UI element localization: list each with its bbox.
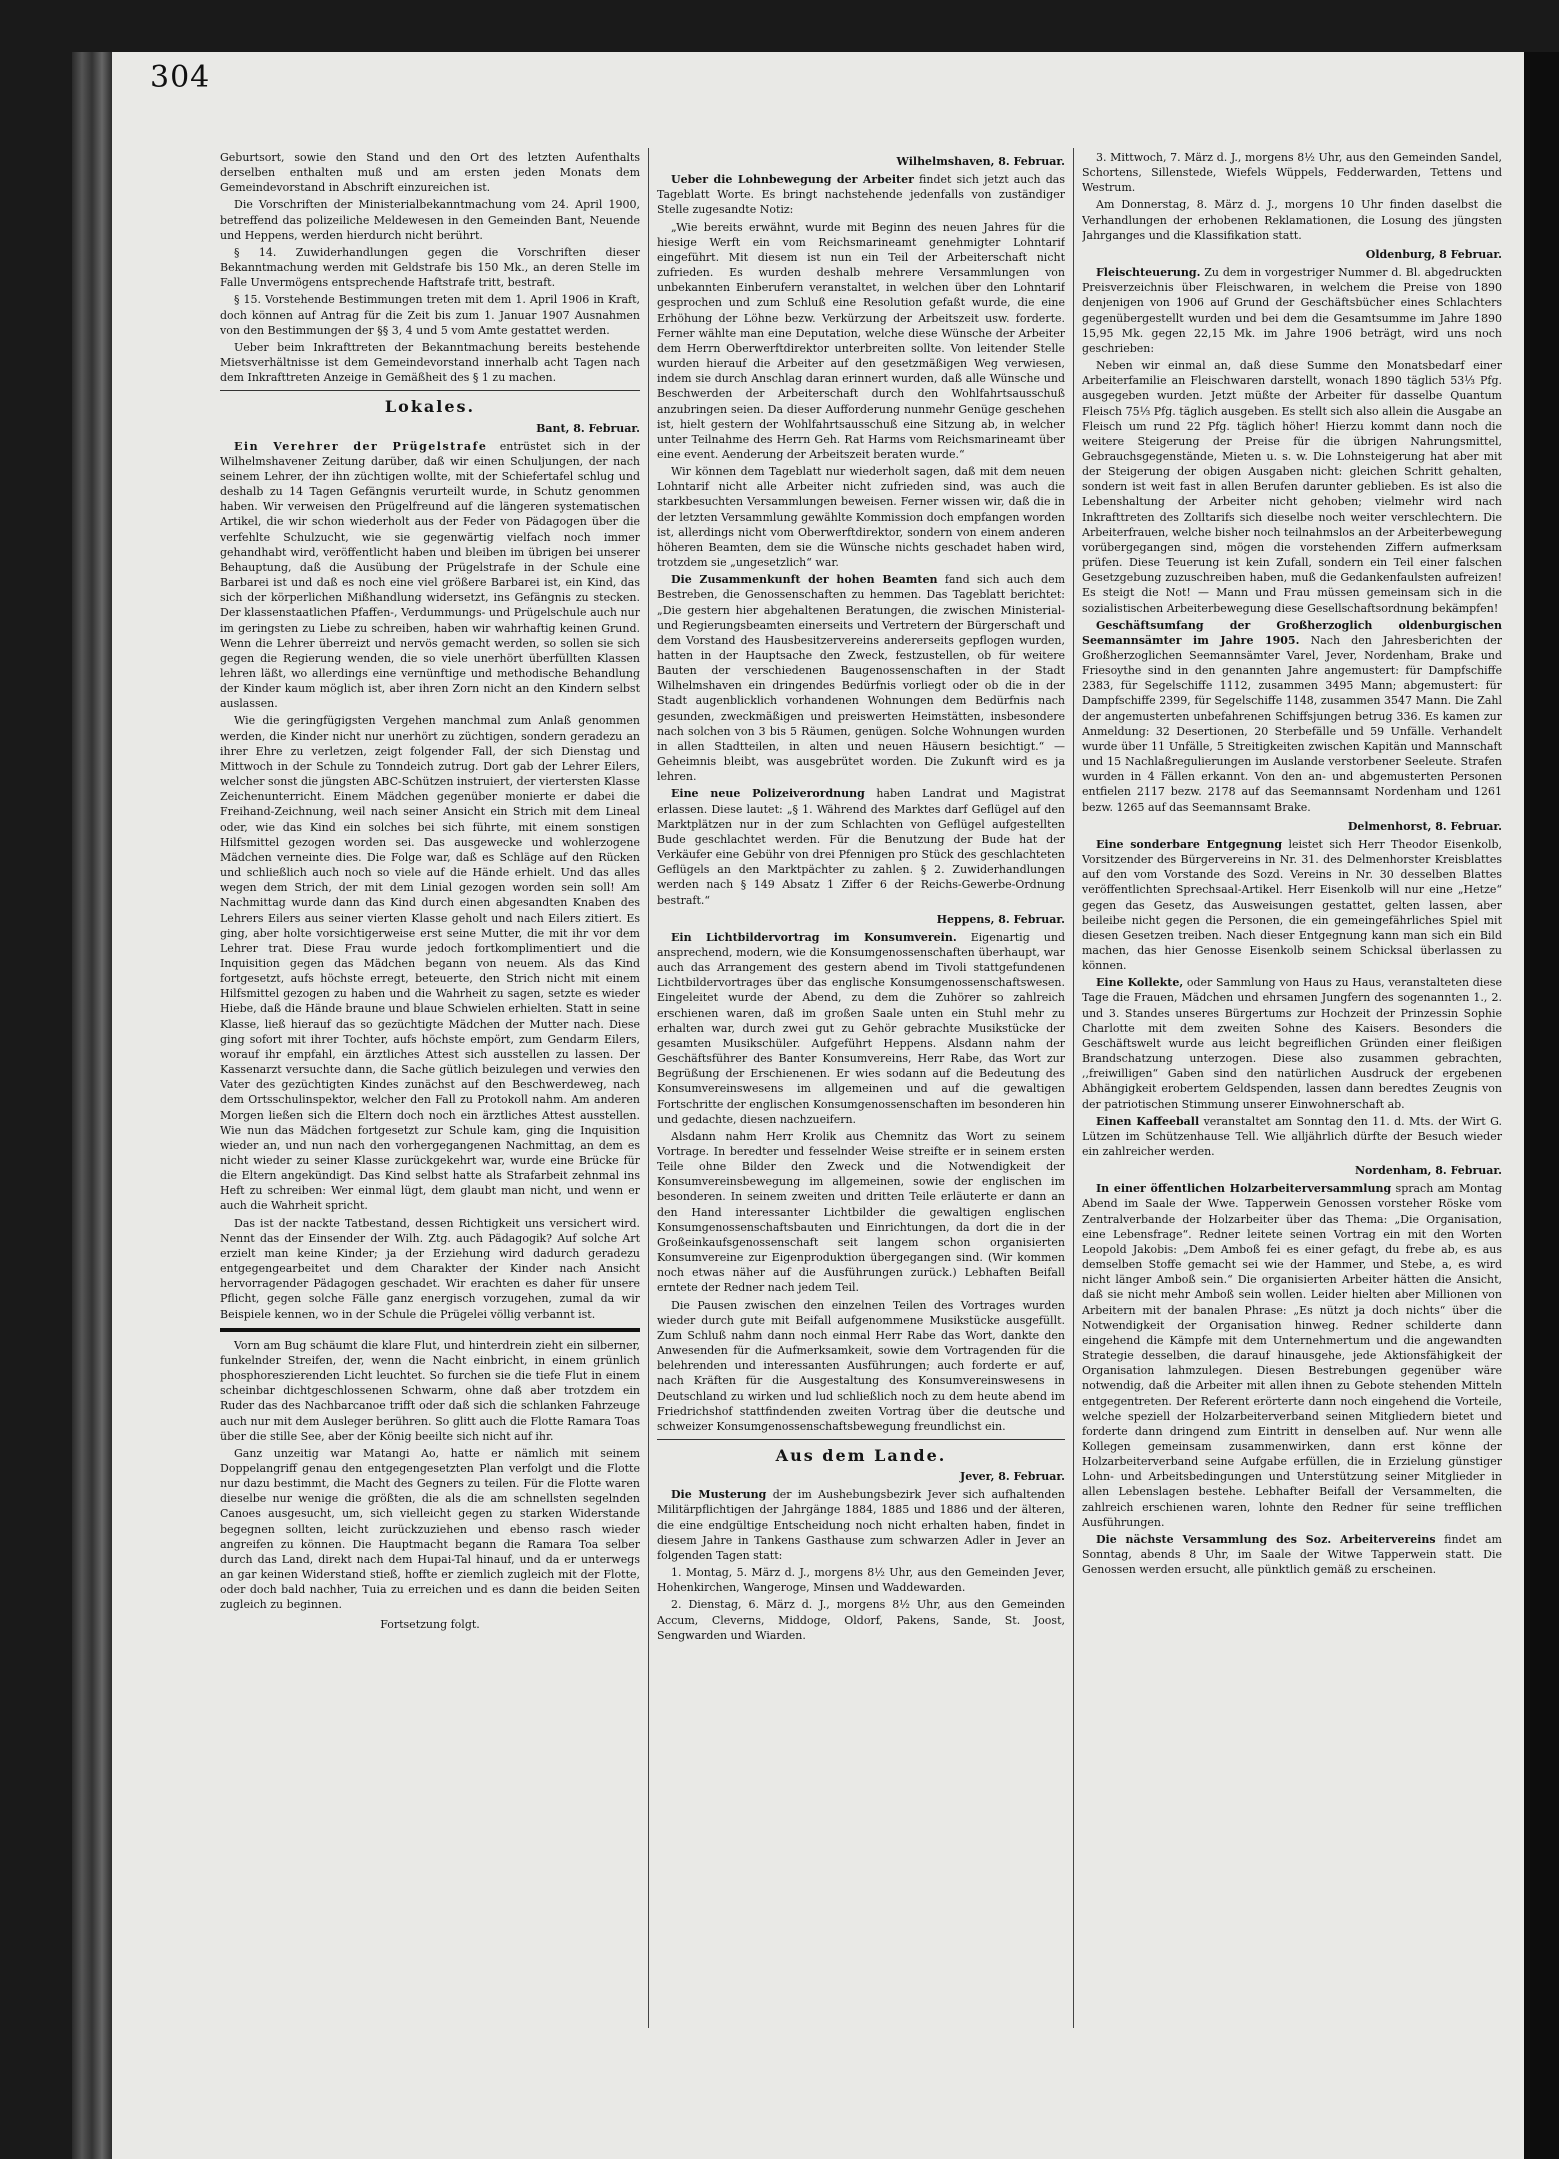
- paragraph: 3. Mittwoch, 7. März d. J., morgens 8½ Uhr, aus den Gemeinden Sandel, Schortens, Sillenstede, Wiefels Wüppels, Fedderwarden, Tettens und Westrum.: [1082, 151, 1502, 195]
- dateline: Nordenham, 8. Februar.: [1354, 1164, 1502, 1178]
- paragraph: Neben wir einmal an, daß diese Summe den Monatsbedarf einer Arbeiterfamilie an Fleischwaren darstellt, wonach 1890 täglich 53⅓ Pfg. ausgegeben wurden. Jetzt müßte der Arbeiter für dasselbe Quantum Fleisch 75⅓ Pfg. täglich ausgeben. Es stellt sich also allein die Ausgabe an Fleisch um rund 22 Pfg. täglich höher! Hierzu kommt dann noch die weitere Steigerung der Preise für die übrigen Nahrungsmittel, Gebrauchsgegenstände, Mieten u. s. w. Die Lohnsteigerung hat aber mit der Steigerung der obigen Ausgaben nicht: gleichen Schritt gehalten, sondern ist weit fast in allen Berufen darunter geblieben. Es ist also die Lebenshaltung der Arbeiter nicht gehoben; vielmehr wird nach Inkrafttreten des Zolltarifs sich dieselbe noch weiter verschlechtern. Die Arbeiterfrauen, welche bisher noch teilnahmslos an der Arbeiterbewegung vorübergegangen sind, mögen die vorstehenden Ziffern aufmerksam prüfen. Diese Teuerung ist kein Zufall, sondern ein Teil einer falschen Gesetzgebung zuzuschreiben haben, muß die Gedankenfaulsten aufreizen! Es steigt die Not! — Mann und Frau müssen gemeinsam sich in die sozialistischen Arbeiterbewegung diese Gesellschaftsordnung bekämpfen!: [1082, 359, 1502, 615]
- article-text: fand sich auch dem Bestreben, die Genossenschaften zu hemmen. Das Tageblatt berichtet: „Die gestern hier abgehaltenen Beratungen, die zwischen Ministerial- und Regierungsbeamten einerseits und Vertretern der Bürgerschaft und dem Vorstand des Hausbesitzervereins andererseits gepflogen wurden, hatten in der Hauptsache den Zweck, festzustellen, ob für weitere Bauten der verschiedenen Baugenossenschaften in der Stadt Wilhelmshaven ein dringendes Bedürfnis vorliegt oder ob die in der Stadt augenblicklich vorhandenen Wohnungen dem Bedürfnis nach gesunden, zweckmäßigen und preiswerten Heimstätten, insbesondere nach solchen von 3 bis 5 Räumen, genügen. Solche Wohnungen wurden in allen Stadtteilen, in alten und neuen Häusern besichtigt.“ — Geheimnis bleibt, was ausgebrütet worden. Die Zukunft wird es ja lehren.: [657, 573, 1065, 784]
- divider: [220, 390, 640, 391]
- article-headline: Die nächste Versammlung des Soz. Arbeitervereins: [1096, 1532, 1436, 1546]
- paragraph: „Wie bereits erwähnt, wurde mit Beginn des neuen Jahres für die hiesige Werft ein vom Reichsmarineamt genehmigter Lohntarif eingeführt. Mit diesem ist nun ein Teil der Arbeiterschaft nicht zufrieden. Es wurden deshalb mehrere Versammlungen von unbekannten Einberufern veranstaltet, in welchen über den Lohntarif gesprochen und zum Schluß eine Resolution gefaßt wurde, die eine Erhöhung der Löhne bezw. Verkürzung der Arbeitszeit usw. forderte. Ferner wählte man eine Deputation, welche diese Wünsche der Arbeiter dem Herrn Oberwerftdirektor unterbreiten sollte. Von leitender Stelle wurden hierauf die Arbeiter auf den gesetzmäßigen Weg verwiesen, indem sie durch Anschlag daran erinnert wurden, daß alle Wünsche und Beschwerden der Arbeiterschaft durch den Wohlfahrtsausschuß anzubringen seien. Da dieser Aufforderung nunmehr Genüge geschehen ist, hielt gestern der Wohlfahrtsausschuß eine Sitzung ab, in welcher unter Teilnahme des Herrn Geh. Rat Harms vom Reichsmarineamt über eine event. Aenderung der Arbeitszeit beraten wurde.“: [657, 220, 1065, 461]
- column-3: [1082, 150, 1502, 2040]
- article-text: findet sich jetzt auch das Tageblatt Worte. Es bringt nachstehende jedenfalls von zuständiger Stelle zugesandte Notiz:: [657, 173, 1065, 217]
- article-text: Zu dem in vorgestriger Nummer d. Bl. abgedruckten Preisverzeichnis über Fleischwaren, in welchem die Preise von 1890 denjenigen von 1906 auf Grund der Geschäftsbücher eines Schlachters gegenübergestellt wurden und bei dem die Gesamtsumme im Jahre 1890 15,95 Mk. gegen 22,15 Mk. im Jahre 1906 beträgt, wird uns noch geschrieben:: [1082, 266, 1502, 355]
- article-text: oder Sammlung von Haus zu Haus, veranstalteten diese Tage die Frauen, Mädchen und ehrsamen Jungfern des sogenannten 1., 2. und 3. Standes unseres Bürgertums zur Hochzeit der Prinzessin Sophie Charlotte mit dem zweiten Sohne des Kaisers. Besonders die Geschäftswelt wurde aus leicht begreiflichen Gründen einer fleißigen Brandschatzung unterzogen. Diese also zusammen gebrachten, ,,freiwilligen“ Gaben sind den natürlichen Ausdruck der ergebenen Abhängigkeit erobertem Geldspenden, lassen dann beredtes Zeugnis von der patriotischen Stimmung unserer Einwohnerschaft ab.: [1082, 976, 1502, 1111]
- column-1: [220, 150, 640, 1990]
- paragraph: 1. Montag, 5. März d. J., morgens 8½ Uhr, aus den Gemeinden Jever, Hohenkirchen, Wangeroge, Minsen und Waddewarden.: [657, 1566, 1065, 1595]
- dateline: Bant, 8. Februar.: [536, 421, 640, 435]
- dateline: Delmenhorst, 8. Februar.: [1347, 819, 1502, 833]
- article-text: Eigenartig und ansprechend, modern, wie die Konsumgenossenschaften überhaupt, war auch das Arrangement des gestern abend im Tivoli stattgefundenen Lichtbildervortrages über das englische Konsumgenossenschaftswesen. Eingeleitet wurde der Abend, zu dem die Zuhörer so zahlreich erschienen waren, daß im großen Saale unten ein Stuhl mehr zu erhalten war, durch zwei gut zu Gehör gebrachte Musikstücke der gesamten Musikschüler. Aufgeführt Heppens. Alsdann nahm der Geschäftsführer des Banter Konsumvereins, Herr Rabe, das Wort zur Begrüßung der Erschienenen. Er wies sodann auf die Bedeutung des Konsumvereinswesens im allgemeinen und auf die gewaltigen Fortschritte der englischen Konsumgenossenschaften im besonderen hin und gedachte, diesen nachzueifern.: [657, 930, 1065, 1126]
- paragraph: Die Vorschriften der Ministerialbekanntmachung vom 24. April 1900, betreffend das polizeiliche Meldewesen in den Gemeinden Bant, Neuende und Heppens, werden hierdurch nicht berührt.: [220, 198, 640, 242]
- serial-paragraph: Vorn am Bug schäumt die klare Flut, und hinterdrein zieht ein silberner, funkelnder Streifen, der, wenn die Nacht einbricht, in einem grünlich phosphoreszierenden Licht leuchtet. So furchen sie die tiefe Flut in einem scheinbar dichtgeschlossenen Schwarm, ohne daß aber trotzdem ein Ruder das des Nachbarcanoe trifft oder daß sich die schlanken Fahrzeuge auch nur mit dem Ausleger berühren. So glitt auch die Flotte Ramara Toas über die stille See, aber der König beeilte sich nicht auf ihr.: [220, 1338, 640, 1443]
- section-title: Aus dem Lande.: [775, 1445, 947, 1465]
- article-headline: Ein Lichtbildervortrag im Konsumverein.: [671, 930, 957, 944]
- article-headline: Eine Kollekte,: [1096, 976, 1184, 990]
- article-headline: Einen Kaffeeball: [1096, 1114, 1200, 1128]
- paragraph: Alsdann nahm Herr Krolik aus Chemnitz das Wort zu seinem Vortrage. In beredter und fesselnder Weise streifte er in seinem ersten Teile ohne Bilder den Zweck und die Notwendigkeit der Konsumvereinsbewegung im allgemeinen, sowie der englischen im besonderen. In seinem zweiten und dritten Teile erläuterte er dann an den Hand interessanter Lichtbilder die gewaltigen englischen Konsumgenossenschaftsbauten und Einrichtungen, da dort die in der Großeinkaufsgenossenschaft seit langem schon organisierten Konsumvereine zur Eigenproduktion übergegangen sind. (Wir kommen noch etwas näher auf die Ausführungen zurück.) Lebhaften Beifall erntete der Redner nach jedem Teil.: [657, 1129, 1065, 1295]
- divider: [220, 1328, 640, 1332]
- article-headline: Ueber die Lohnbewegung der Arbeiter: [671, 173, 914, 187]
- scan-edge: [1524, 52, 1559, 2159]
- paragraph: Geburtsort, sowie den Stand und den Ort des letzten Aufenthalts derselben enthalten muß und am ersten jeden Monats dem Gemeindevorstand in Abschrift einzureichen ist.: [220, 151, 640, 195]
- column-divider: [1073, 148, 1074, 2028]
- article-headline: Ein Verehrer der Prügelstrafe: [234, 439, 488, 453]
- article-headline: Geschäftsumfang der Großherzoglich oldenburgischen Seemannsämter im Jahre 1905.: [1082, 618, 1502, 647]
- dateline: Oldenburg, 8 Februar.: [1365, 247, 1502, 261]
- article-text: Nach den Jahresberichten der Großherzoglichen Seemannsämter Varel, Jever, Nordenham, Brake und Friesoythe sind in den genannten Jahre angemustert: für Dampfschiffe 2383, für Segelschiffe 1112, zusammen 3495 Mann; abgemustert: für Dampfschiffe 2399, für Segelschiffe 1148, zusammen 3547 Mann. Die Zahl der angemusterten unbefahrenen Schiffsjungen betrug 336. Es kamen zur Anmeldung: 32 Desertionen, 20 Sterbefälle und 59 Unfälle. Verhandelt wurde über 11 Unfälle, 5 Streitigkeiten zwischen Kapitän und Mannschaft und 15 Nachlaßregulierungen im Auslande verstorbener Seeleute. Strafen wurden in 4 Fällen erkannt. Von den an- und abgemusterten Personen entfielen 2117 bezw. 2178 auf das Seemannsamt Nordenham und 1261 bezw. 1265 auf das Seemannsamt Brake.: [1082, 633, 1502, 814]
- article-headline: Die Zusammenkunft der hohen Beamten: [671, 573, 938, 587]
- section-title: Lokales.: [384, 397, 476, 417]
- page-number: 304: [150, 60, 211, 95]
- article-headline: In einer öffentlichen Holzarbeiterversammlung: [1096, 1182, 1392, 1196]
- article-headline: Die Musterung: [671, 1488, 767, 1502]
- article-text: der im Aushebungsbezirk Jever sich aufhaltenden Militärpflichtigen der Jahrgänge 1884, 1885 und 1886 und der älteren, die eine endgültige Entscheidung noch nicht erhalten haben, findet in diesem Jahre in Tankens Gasthause zum schwarzen Adler in Jever an folgenden Tagen statt:: [657, 1488, 1065, 1562]
- dateline: Heppens, 8. Februar.: [936, 912, 1065, 926]
- book-binding: [72, 52, 112, 2159]
- article-text: haben Landrat und Magistrat erlassen. Diese lautet: „§ 1. Während des Marktes darf Geflügel auf den Marktplätzen nur in der zum Schlachten von Geflügel aufgestellten Bude geschlachtet werden. Für die Benutzung der Bude hat der Verkäufer eine Gebühr von drei Pfennigen pro Stück des geschlachteten Geflügels an den Marktpächter zu zahlen. § 2. Zuwiderhandlungen werden nach § 149 Absatz 1 Ziffer 6 der Reichs-Gewerbe-Ordnung bestraft.“: [657, 787, 1065, 907]
- column-divider: [648, 148, 649, 2028]
- serial-paragraph: Ganz unzeitig war Matangi Ao, hatte er nämlich mit seinem Doppelangriff genau den entgegengesetzten Plan verfolgt und die Flotte nur dazu bestimmt, die Macht des Gegners zu teilen. Für die Flotte waren dieselbe nur wenige die größten, die als die am schnellsten segelnden Canoes ausgesucht, um, sich vielleicht gegen zu starken Widerstande begegnen sollten, leicht zurückzuziehen und ebenso rasch wieder angreifen zu können. Die Hauptmacht begann die Ramara Toa selber durch das Land, direkt nach dem Hupai-Tal hinauf, und da er unterwegs an gar keinen Widerstand stieß, hoffte er ziemlich zugleich mit der Flotte, oder doch bald nachher, Tuia zu erreichen und es dann die beiden Seiten zugleich zu beginnen.: [220, 1446, 640, 1612]
- article-text: veranstaltet am Sonntag den 11. d. Mts. der Wirt G. Lützen im Schützenhause Tell. Wie alljährlich dürfte der Besuch wieder ein zahlreicher werden.: [1082, 1114, 1502, 1158]
- divider: [657, 1439, 1065, 1440]
- paragraph: Am Donnerstag, 8. März d. J., morgens 10 Uhr finden daselbst die Verhandlungen der erhobenen Reklamationen, die Losung des jüngsten Jahrganges und die Klassifikation statt.: [1082, 198, 1502, 242]
- paragraph: § 14. Zuwiderhandlungen gegen die Vorschriften dieser Bekanntmachung werden mit Geldstrafe bis 150 Mk., an deren Stelle im Falle Unvermögens entsprechende Haftstrafe tritt, bestraft.: [220, 245, 640, 290]
- article-headline: Eine sonderbare Entgegnung: [1096, 837, 1283, 851]
- article-text: leistet sich Herr Theodor Eisenkolb, Vorsitzender des Bürgervereins in Nr. 31. des Delmenhorster Kreisblattes auf den vom Vorstande des Sozd. Vereins in Nr. 30 desselben Blattes veröffentlichten Sprechsaal-Artikel. Herr Eisenkolb will nur eine „Hetze“ gegen das Gesetz, das Ausweisungen gestattet, gelten lassen, aber beileibe nicht gegen die Personen, die ein gemeingefährliches Spiel mit diesen Gesetzen treiben. Nach dieser Entgegnung kann man sich ein Bild machen, das hier Genosse Eisenkolb seinem Schicksal überlassen zu können.: [1082, 837, 1502, 973]
- paragraph: Das ist der nackte Tatbestand, dessen Richtigkeit uns versichert wird. Nennt das der Einsender der Wilh. Ztg. auch Pädagogik? Auf solche Art erzielt man keine Kinder; ja der Erziehung wird dadurch geradezu entgegengearbeitet und dem Charakter der Kinder nach Ansicht hervorragender Pädagogen geschadet. Wir erachten es daher für unsere Pflicht, gegen solche Fälle ganz energisch vorzugehen, zumal da wir Beispiele kennen, wo in der Schule die Prügelei völlig verbannt ist.: [220, 1216, 640, 1321]
- article-headline: Fleischteuerung.: [1096, 266, 1201, 280]
- continuation-note: Fortsetzung folgt.: [380, 1617, 480, 1631]
- paragraph: § 15. Vorstehende Bestimmungen treten mit dem 1. April 1906 in Kraft, doch können auf Antrag für die Zeit bis zum 1. Januar 1907 Ausnahmen von den Bestimmungen der §§ 3, 4 und 5 vom Amte gestattet werden.: [220, 293, 640, 337]
- paragraph: Wie die geringfügigsten Vergehen manchmal zum Anlaß genommen werden, die Kinder nicht nur unerhört zu züchtigen, sondern geradezu an ihrer Ehre zu verletzen, zeigt folgender Fall, der sich Dienstag und Mittwoch in der Schule zu Tonndeich zutrug. Dort gab der Lehrer Eilers, welcher sonst die jüngsten ABC-Schützen instruiert, der viertersten Klasse Zeichenunterricht. Einem Mädchen gegenüber monierte er dabei die Freihand-Zeichnung, weil nach seiner Ansicht ein Strich mit dem Lineal oder, wie das Kind ein solches bei sich führte, mit einem sonstigen Hilfsmittel gezogen worden sei. Das ausgewecke und wohlerzogene Mädchen verneinte dies. Die Folge war, daß es Schläge auf den Rücken und schließlich auch noch so viele auf die Hände erhielt. Und das alles wegen dem Strich, der mit dem Linial gezogen worden sein soll! Am Nachmittag wurde dann das Kind durch einen abgesandten Knaben des Lehrers Eilers aus seiner vierten Klasse geholt und nach Eilers zitiert. Es ging, aber holte vorsichtigerweise erst seine Mutter, die mit ihr vor dem Lehrer trat. Diese Frau wurde jedoch fortkomplimentiert und die Inquisition gegen das Mädchen begann von neuem. Als das Kind fortgesetzt, aufs höchste erregt, beteuerte, den Strich nicht mit einem Hilfsmittel gezogen zu haben und die Wahrheit zu sagen, setzte es wieder Hiebe, daß die Hände braune und blaue Schwielen erhielten. Statt in seine Klasse, ließ hierauf das so gezüchtigte Mädchen der Mutter nach. Diese ging sofort mit ihrer Tochter, aufs höchste empört, zum Gendarm Eilers, worauf ihr empfahl, ein ärztliches Attest sich ausstellen zu lassen. Der Kassenarzt versuchte dann, die Sache gütlich beizulegen und verwies den Vater des gezüchtigten Kindes zunächst auf den Beschwerdeweg, nach dem Ortsschulinspektor, welcher den Fall zu Protokoll nahm. Am anderen Morgen ließen sich die Eltern doch noch ein ärztliches Attest ausstellen. Wie nun das Mädchen fortgesetzt zur Schule kam, ging die Inquisition wieder an, und nun nach den vorhergegangenen Nachmittag, an dem es nicht wieder zu seiner Klasse zurückgekehrt war, wurde eine Brücke für die Eltern angekündigt. Das Kind selbst hatte als Strafarbeit zehnmal ins Heft zu schreiben: Wer einmal lügt, dem glaubt man nicht, und wenn er auch die Wahrheit spricht.: [220, 714, 640, 1213]
- dateline: Jever, 8. Februar.: [960, 1470, 1065, 1484]
- article-text: sprach am Montag Abend im Saale der Wwe. Tapperwein Genossen vorsteher Röske vom Zentralverbande der Holzarbeiter über das Thema: „Die Organisation, eine Lebensfrage“. Redner leitete seinen Vortrag ein mit den Worten Leopold Jakobis: „Dem Amboß fei es einer gefagt, du frebe ab, es aus demselben Stoffe gemacht sei wie der Hammer, und Stebe, a, es wird nicht länger Amboß sein.“ Die organisierten Arbeiter hätten die Ansicht, daß sie nicht mehr Amboß sein wollen. Leider hielten aber Millionen von Arbeitern mit der banalen Phrase: „Es nützt ja doch nichts“ über die Notwendigkeit der Organisation hinweg. Redner schilderte dann eingehend die Kämpfe mit dem Unternehmertum und die angewandten Strategie desselben, die darauf hinausgehe, jede Aktionsfähigkeit der Organisation lahmzulegen. Diesen Bestrebungen gegenüber wäre notwendig, daß die Arbeiter mit allen ihnen zu Gebote stehenden Mitteln entgegentreten. Der Referent erörterte dann noch eingehend die Vorteile, welche speziell der Holzarbeiterverband seinen Mitgliedern bietet und forderte dann dringend zum Eintritt in denselben auf. Nur wenn alle Kollegen gemeinsam zusammenwirken, dann erst könne der Holzarbeiterverband seine Aufgabe erfüllen, die in Erzielung günstiger Lohn- und Arbeitsbedingungen und Unterstützung seiner Mitglieder in allen Lebenslagen bestehe. Lebhafter Beifall der Versammelten, die zahlreich erschienen waren, lohnte den Redner für seine trefflichen Ausführungen.: [1082, 1182, 1502, 1529]
- paragraph: 2. Dienstag, 6. März d. J., morgens 8½ Uhr, aus den Gemeinden Accum, Cleverns, Middoge, Oldorf, Pakens, Sande, St. Joost, Sengwarden und Wiarden.: [657, 1598, 1065, 1642]
- dateline: Wilhelmshaven, 8. Februar.: [896, 155, 1065, 168]
- paragraph: Ueber beim Inkrafttreten der Bekanntmachung bereits bestehende Mietsverhältnisse ist dem Gemeindevorstand innerhalb acht Tagen nach dem Inkrafttreten Anzeige in Gemäßheit des § 1 zu machen.: [220, 340, 640, 385]
- article-headline: Eine neue Polizeiverordnung: [671, 787, 865, 801]
- paragraph: Die Pausen zwischen den einzelnen Teilen des Vortrages wurden wieder durch gute mit Beifall aufgenommene Musikstücke ausgefüllt. Zum Schluß nahm dann noch einmal Herr Rabe das Wort, dankte den Anwesenden für die Aufmerksamkeit, sowie dem Vortragenden für die belehrenden und interessanten Ausführungen; auch forderte er auf, nach Kräften für die Ausgestaltung des Konsumvereinswesens in Deutschland zu wirken und lud schließlich noch zu dem heute abend im Friedrichshof stattfindenden zweiten Vortrag über die deutsche und schweizer Konsumgenossenschaftsbewegung freundlichst ein.: [657, 1298, 1065, 1433]
- paragraph: Wir können dem Tageblatt nur wiederholt sagen, daß mit dem neuen Lohntarif nicht alle Arbeiter nicht zufrieden sind, was auch die starkbesuchten Versammlungen beweisen. Ferner wissen wir, daß die in der letzten Versammlung gewählte Kommission doch empfangen worden ist, allerdings nicht vom Oberwerftdirektor, sondern von einem anderen höheren Beamten, dem sie die Wünsche nichts geschadet haben wird, trotzdem sie „ungesetzlich“ war.: [657, 465, 1065, 570]
- article-text: entrüstet sich in der Wilhelmshavener Zeitung darüber, daß wir einen Schuljungen, der nach seinem Lehrer, der ihn züchtigen wollte, mit der Schiefertafel schlug und deshalb zu 14 Tagen Gefängnis verurteilt wurde, in Schutz genommen haben. Wir verweisen den Prügelfreund auf die längeren systematischen Artikel, die wir schon wiederholt aus der Feder von Pädagogen über die verfehlte Schulzucht, wie sie gegenwärtig vielfach noch immer gehandhabt wird, veröffentlicht haben und bleiben im übrigen bei unserer Behauptung, daß die Ausübung der Prügelstrafe in der Schule eine Barbarei ist und daß es noch eine viel größere Barbarei ist, ein Kind, das sich der körperlichen Mißhandlung widersetzt, ins Gefängnis zu stecken. Der klassenstaatlichen Pfaffen-, Verdummungs- und Prügelschule auch nur im geringsten zu Liebe zu schreiben, haben wir wahrhaftig keinen Grund. Wenn die Lehrer überreizt und nervös gemacht werden, so sollen sie sich gegen die Regierung wenden, die so viele unerhört überfüllten Klassen lehren läßt, wo allerdings eine vernünftige und methodische Behandlung der Kinder kaum möglich ist, aber ihren Zorn nicht an den Kindern selbst auslassen.: [220, 439, 640, 711]
- article-text: findet am Sonntag, abends 8 Uhr, im Saale der Witwe Tapperwein statt. Die Genossen werden ersucht, alle pünktlich gemäß zu erscheinen.: [1082, 1532, 1502, 1577]
- column-2: [657, 150, 1065, 2070]
